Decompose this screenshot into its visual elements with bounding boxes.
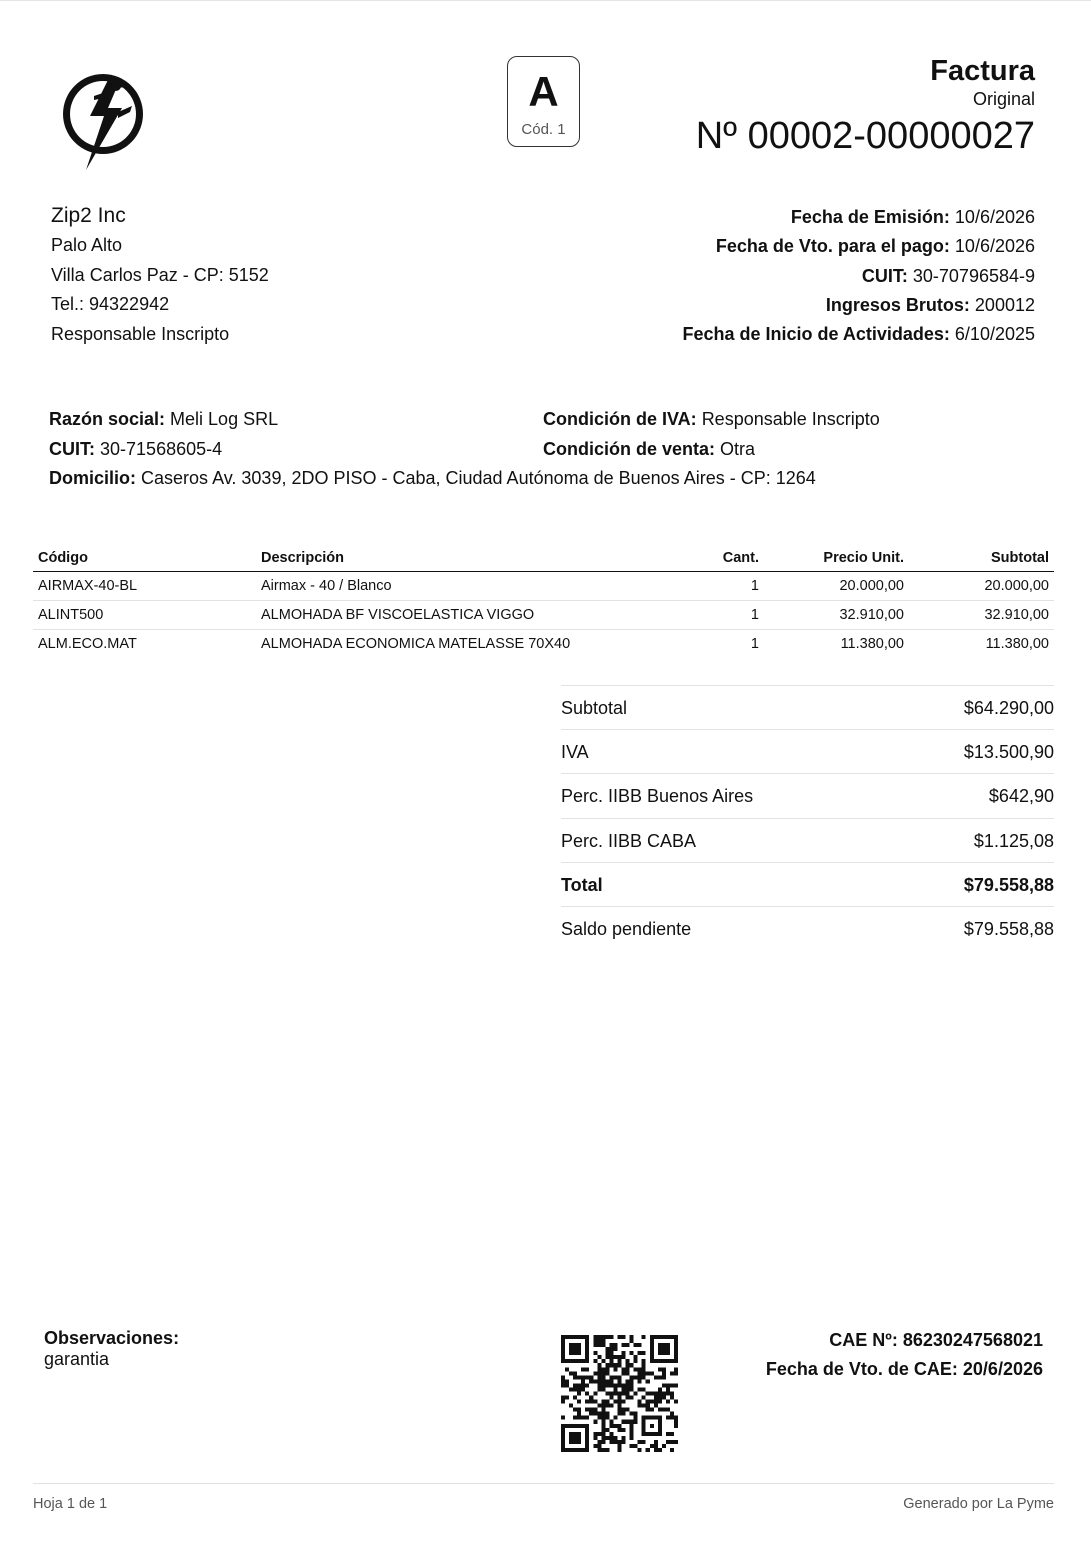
client-domicilio-value: Caseros Av. 3039, 2DO PISO - Caba, Ciudad Autónoma de Buenos Aires - CP: 1264 <box>141 468 816 488</box>
client-row-3 <box>49 464 1049 494</box>
item-description: ALMOHADA BF VISCOELASTICA VIGGO <box>256 600 606 629</box>
client-venta <box>543 435 755 465</box>
cuit-row <box>682 262 1035 291</box>
item-unit-price: 20.000,00 <box>764 571 909 600</box>
totals-row-balance <box>561 907 1054 951</box>
totals-row-total <box>561 863 1054 907</box>
client-iva-label: Condición de IVA: <box>543 409 697 429</box>
table-header-row <box>33 546 1054 571</box>
client-venta-value: Otra <box>720 438 756 459</box>
totals-value: $79.558,88 <box>963 874 1054 895</box>
client-iva-value: Responsable Inscripto <box>701 409 880 429</box>
invoice-type-code: Cód. 1 <box>521 121 566 138</box>
totals-row-iibb-caba <box>561 819 1054 863</box>
item-subtotal: 20.000,00 <box>909 571 1054 600</box>
column-header: Descripción <box>256 546 606 571</box>
issuer-phone: Tel.: 94322942 <box>51 294 170 314</box>
totals-label: Perc. IIBB Buenos Aires <box>561 786 754 807</box>
detail-value: 10/6/2026 <box>954 236 1035 257</box>
invoice-title: Factura <box>930 55 1035 87</box>
cae-number: CAE Nº: 86230247568021 <box>829 1330 1043 1350</box>
detail-label: Fecha de Vto. para el pago: <box>715 236 950 257</box>
item-quantity: 1 <box>606 600 764 629</box>
items-table <box>33 546 1054 658</box>
totals-row-iva <box>561 730 1054 774</box>
detail-value: 10/6/2026 <box>954 207 1035 227</box>
client-info <box>49 405 1049 494</box>
detail-label: Fecha de Emisión: <box>790 207 950 227</box>
client-row-2 <box>49 435 1049 465</box>
column-header: Subtotal <box>909 546 1054 571</box>
item-subtotal: 32.910,00 <box>909 600 1054 629</box>
detail-value: 30-70796584-9 <box>912 265 1035 286</box>
detail-value: 6/10/2025 <box>954 324 1035 345</box>
page-counter: Hoja 1 de 1 <box>33 1496 108 1512</box>
activity-start-row <box>682 320 1035 349</box>
item-code: ALM.ECO.MAT <box>38 635 137 652</box>
totals-label: Saldo pendiente <box>561 918 692 939</box>
qr-code-icon <box>561 1335 678 1452</box>
client-cuit-label: CUIT: <box>49 438 95 459</box>
company-logo-icon <box>56 66 152 174</box>
client-domicilio <box>49 468 816 488</box>
item-description: Airmax - 40 / Blanco <box>256 571 606 600</box>
item-subtotal: 11.380,00 <box>985 635 1049 652</box>
invoice-type-letter: A <box>528 68 559 115</box>
client-razon-label: Razón social: <box>49 409 166 429</box>
due-date-row <box>682 232 1035 261</box>
totals-row-iibb-buenos-aires <box>561 774 1054 818</box>
detail-label: Ingresos Brutos: <box>825 294 970 315</box>
client-row-1 <box>49 405 1049 435</box>
cae-info <box>766 1326 1043 1384</box>
totals-row-subtotal <box>561 686 1054 730</box>
generated-by: Generado por La Pyme <box>903 1496 1054 1512</box>
column-header: Código <box>33 546 256 571</box>
issue-date-row <box>682 203 1035 232</box>
item-description: ALMOHADA ECONOMICA MATELASSE 70X40 <box>261 635 571 652</box>
totals-value: $13.500,90 <box>963 742 1054 763</box>
totals-value: $642,90 <box>988 786 1054 807</box>
observations-label: Observaciones: <box>44 1328 180 1348</box>
gross-income-row <box>682 291 1035 320</box>
item-unit-price: 11.380,00 <box>840 635 904 652</box>
issuer-details <box>682 203 1035 349</box>
client-venta-label: Condición de venta: <box>543 438 716 459</box>
table-row <box>33 629 1054 658</box>
invoice-header <box>696 54 1035 158</box>
item-code: ALINT500 <box>33 600 256 629</box>
item-code: AIRMAX-40-BL <box>33 571 256 600</box>
column-header: Precio Unit. <box>764 546 909 571</box>
totals-value: $79.558,88 <box>963 918 1054 939</box>
item-quantity: 1 <box>750 635 759 652</box>
totals-label: IVA <box>561 742 589 763</box>
cae-expiry: Fecha de Vto. de CAE: 20/6/2026 <box>765 1359 1043 1379</box>
client-cuit-value: 30-71568605-4 <box>100 438 223 459</box>
top-divider <box>0 0 1091 1</box>
detail-value: 200012 <box>974 294 1035 315</box>
totals-label: Total <box>561 874 603 895</box>
observations-value: garantia <box>44 1349 110 1369</box>
detail-label: CUIT: <box>861 265 908 286</box>
totals-label: Perc. IIBB CABA <box>561 830 697 851</box>
issuer-city: Villa Carlos Paz - CP: 5152 <box>51 264 269 285</box>
invoice-type-box <box>507 56 580 147</box>
totals-value: $64.290,00 <box>963 698 1054 718</box>
footer-divider <box>33 1483 1054 1484</box>
table-row <box>33 571 1054 600</box>
client-razon-value: Meli Log SRL <box>170 409 279 429</box>
column-header: Cant. <box>606 546 764 571</box>
detail-label: Fecha de Inicio de Actividades: <box>682 324 950 345</box>
invoice-copy: Original <box>972 89 1035 109</box>
issuer-tax-condition: Responsable Inscripto <box>51 323 230 344</box>
issuer-info <box>51 201 269 349</box>
client-cuit <box>49 439 222 459</box>
issuer-address: Palo Alto <box>51 235 123 255</box>
table-row <box>33 600 1054 629</box>
observations <box>44 1328 179 1370</box>
invoice-number: Nº 00002-00000027 <box>695 115 1035 157</box>
item-unit-price: 32.910,00 <box>764 600 909 629</box>
totals-label: Subtotal <box>561 698 628 718</box>
issuer-name: Zip2 Inc <box>51 204 126 227</box>
client-razon <box>49 409 278 429</box>
client-domicilio-label: Domicilio: <box>49 468 137 488</box>
item-quantity: 1 <box>606 571 764 600</box>
client-iva <box>543 405 880 435</box>
totals-value: $1.125,08 <box>973 830 1054 851</box>
totals-section <box>561 685 1054 951</box>
